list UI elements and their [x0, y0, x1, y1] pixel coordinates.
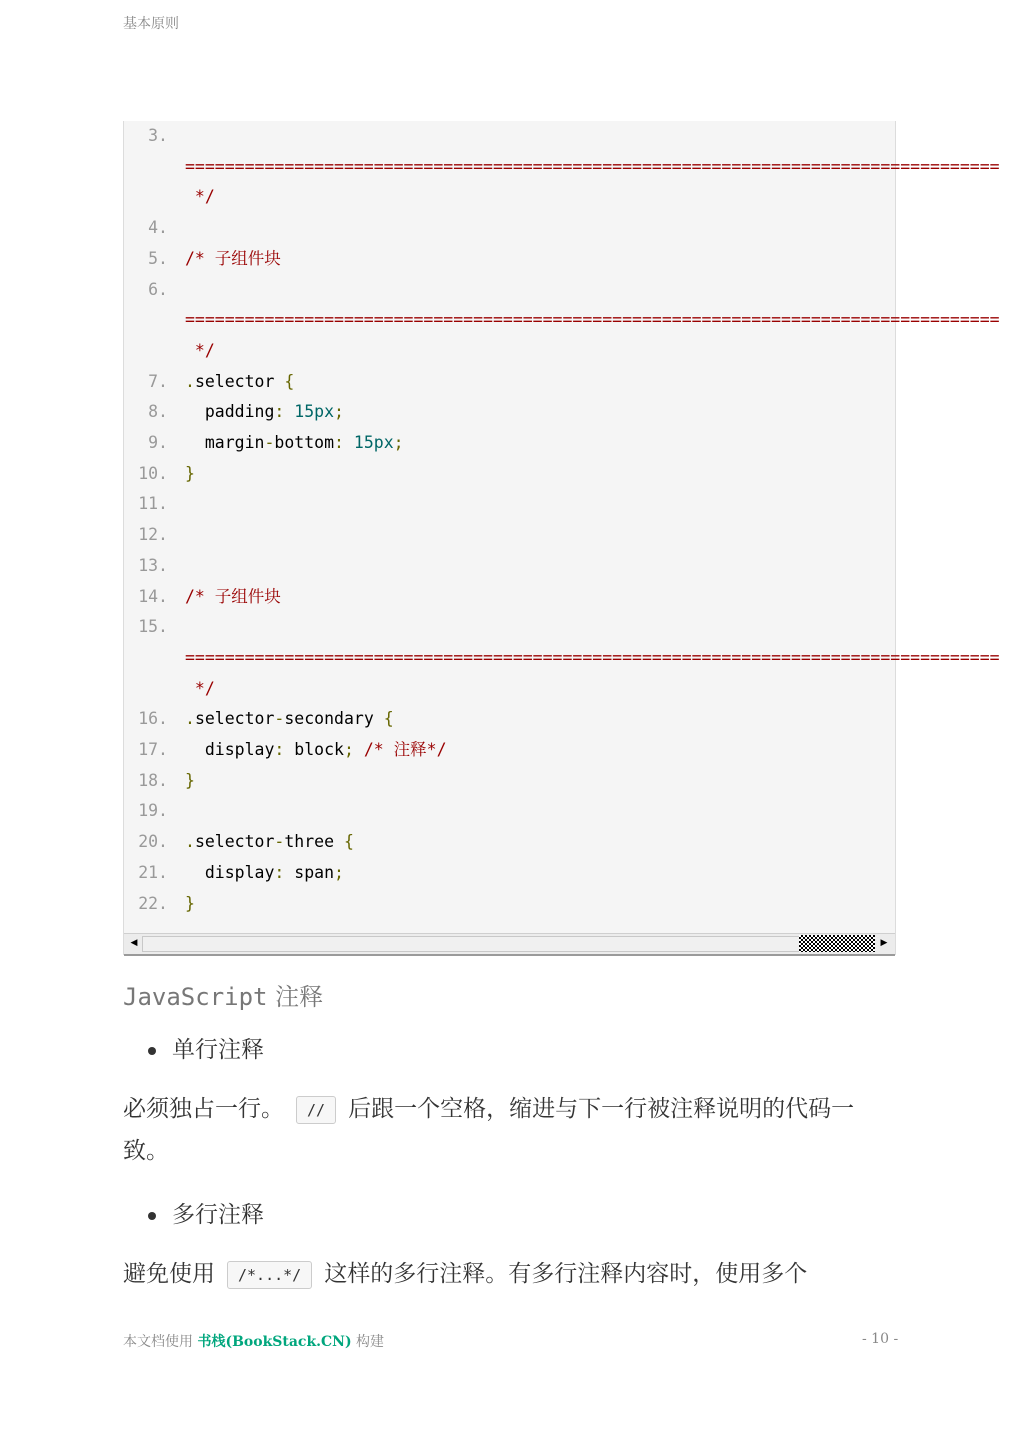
code-line — [124, 551, 895, 581]
scrollbar-thumb[interactable] — [799, 935, 875, 952]
line-number: 20. — [138, 832, 168, 852]
code-token: { — [343, 832, 354, 852]
code-line — [124, 889, 895, 919]
paragraph-text: 后跟一个空格，缩进与下一行被注释说明的代码一致。 — [123, 1096, 855, 1164]
code-token: display — [185, 862, 275, 882]
code-text — [185, 367, 294, 397]
code-text — [185, 397, 344, 427]
inline-code: // — [296, 1096, 336, 1124]
paragraph — [123, 1088, 898, 1172]
code-token: */ — [185, 678, 215, 698]
code-line — [124, 796, 895, 826]
line-number: 4. — [148, 218, 168, 238]
code-token: { — [284, 371, 295, 391]
bullet-dot-icon — [148, 1047, 156, 1055]
code-token: ; — [334, 402, 344, 422]
scroll-right-arrow-icon[interactable]: ▶ — [880, 938, 888, 948]
paragraph-text: 这样的多行注释。有多行注释内容时，使用多个 — [324, 1261, 808, 1287]
code-token: - — [274, 709, 285, 729]
list-item-label: 单行注释 — [172, 1037, 264, 1063]
code-token: - — [264, 433, 275, 452]
code-line — [124, 612, 895, 642]
line-number: 12. — [138, 525, 168, 545]
code-line — [124, 182, 895, 212]
line-number: 15. — [138, 617, 168, 637]
code-token: display — [185, 740, 275, 759]
line-number: 11. — [138, 494, 168, 514]
page-number: - 10 - — [862, 1331, 899, 1347]
line-number: 8. — [148, 402, 168, 422]
section-heading-mono: JavaScript — [123, 983, 268, 1011]
code-line — [124, 275, 895, 305]
code-line — [124, 520, 895, 550]
code-line — [124, 244, 895, 274]
code-token: ================================================================================== — [185, 647, 1000, 667]
code-line — [124, 704, 895, 734]
code-text — [185, 582, 281, 612]
code-line — [124, 858, 895, 888]
code-token: margin — [185, 433, 265, 452]
code-token: : — [274, 402, 295, 422]
code-token: ================================================================================== — [185, 156, 1000, 176]
code-token: - — [274, 832, 285, 852]
paragraph — [123, 1253, 898, 1295]
code-line — [124, 459, 895, 489]
code-token: selector — [194, 832, 275, 852]
code-token: ================================================================================== — [185, 310, 1000, 330]
list-item-label: 多行注释 — [172, 1202, 264, 1228]
code-text — [185, 674, 215, 704]
code-text — [185, 643, 1000, 673]
code-token: { — [383, 709, 394, 729]
list-item — [148, 1196, 264, 1229]
code-token: . — [185, 832, 195, 852]
code-token: /* 子组件块 — [185, 248, 281, 268]
code-line — [124, 643, 1000, 673]
horizontal-scrollbar[interactable] — [124, 933, 895, 956]
code-block — [123, 121, 1000, 955]
line-number: 5. — [148, 248, 168, 268]
line-number: 19. — [138, 801, 168, 821]
code-token: */ — [185, 340, 215, 360]
code-text — [185, 889, 195, 919]
code-token: } — [185, 463, 195, 483]
line-number: 17. — [138, 740, 168, 759]
line-number: 14. — [138, 586, 168, 606]
code-token: /* 子组件块 — [185, 586, 281, 606]
code-token: : — [274, 862, 295, 882]
code-line — [124, 766, 895, 796]
scroll-left-arrow-icon[interactable]: ◀ — [130, 938, 138, 948]
code-text — [185, 244, 281, 274]
code-text — [185, 858, 344, 888]
code-line — [124, 305, 1000, 335]
code-text — [185, 735, 447, 765]
code-token: } — [185, 893, 195, 913]
code-token: selector — [194, 371, 285, 391]
code-token: : — [274, 740, 295, 759]
inline-code: /*...*/ — [227, 1261, 312, 1289]
bullet-dot-icon — [148, 1212, 156, 1220]
section-heading-cjk: 注释 — [267, 983, 324, 1011]
code-line — [124, 735, 895, 765]
code-text — [185, 428, 404, 458]
code-line — [124, 121, 895, 151]
code-token: 15px — [294, 402, 335, 422]
code-line — [124, 367, 895, 397]
list-item — [148, 1031, 264, 1064]
code-text — [185, 182, 215, 212]
line-number: 7. — [148, 371, 168, 391]
code-line — [124, 489, 895, 519]
line-number: 13. — [138, 555, 168, 575]
paragraph-text: 避免使用 — [123, 1261, 215, 1287]
code-token: . — [185, 371, 195, 391]
line-number: 9. — [148, 433, 168, 452]
code-token: */ — [185, 187, 215, 207]
line-number: 6. — [148, 279, 168, 299]
code-line — [124, 674, 895, 704]
code-token: bottom — [274, 433, 335, 452]
code-text — [185, 152, 1000, 182]
code-lines — [124, 121, 1000, 933]
code-line — [124, 428, 895, 458]
paragraph-text: 必须独占一行。 — [123, 1096, 284, 1122]
line-number: 10. — [138, 463, 168, 483]
line-number: 22. — [138, 893, 168, 913]
code-token: ; — [334, 862, 344, 882]
scrollbar-track[interactable] — [142, 936, 800, 952]
code-line — [124, 827, 895, 857]
code-line — [124, 336, 895, 366]
code-token: 15px — [353, 433, 394, 452]
footer-prefix: 本文档使用 — [123, 1334, 198, 1350]
code-token: } — [185, 770, 195, 790]
code-line — [124, 582, 895, 612]
section-heading — [123, 977, 323, 1012]
code-token: ; — [343, 740, 364, 759]
code-text — [185, 336, 215, 366]
code-token: . — [185, 709, 195, 729]
code-text — [185, 827, 354, 857]
footer-brand-link[interactable]: 书栈(BookStack.CN) — [197, 1334, 352, 1350]
code-token: secondary — [284, 709, 384, 729]
code-line — [124, 397, 895, 427]
line-number: 18. — [138, 770, 168, 790]
code-token: block — [294, 740, 344, 759]
code-text — [185, 305, 1000, 335]
code-token: span — [294, 862, 335, 882]
code-token: padding — [185, 402, 275, 422]
code-token: ; — [393, 433, 404, 452]
code-line — [124, 152, 1000, 182]
code-token: /* 注释*/ — [363, 740, 447, 759]
line-number: 16. — [138, 709, 168, 729]
code-text — [185, 704, 394, 734]
code-token: : — [334, 433, 354, 452]
code-token: selector — [194, 709, 275, 729]
line-number: 3. — [148, 126, 168, 145]
code-line — [124, 213, 895, 243]
footer-credit — [123, 1331, 384, 1351]
footer-suffix: 构建 — [351, 1334, 385, 1350]
page-header-title: 基本原则 — [123, 16, 179, 32]
code-token: three — [284, 832, 344, 852]
code-text — [185, 766, 195, 796]
code-text — [185, 459, 195, 489]
line-number: 21. — [138, 862, 168, 882]
